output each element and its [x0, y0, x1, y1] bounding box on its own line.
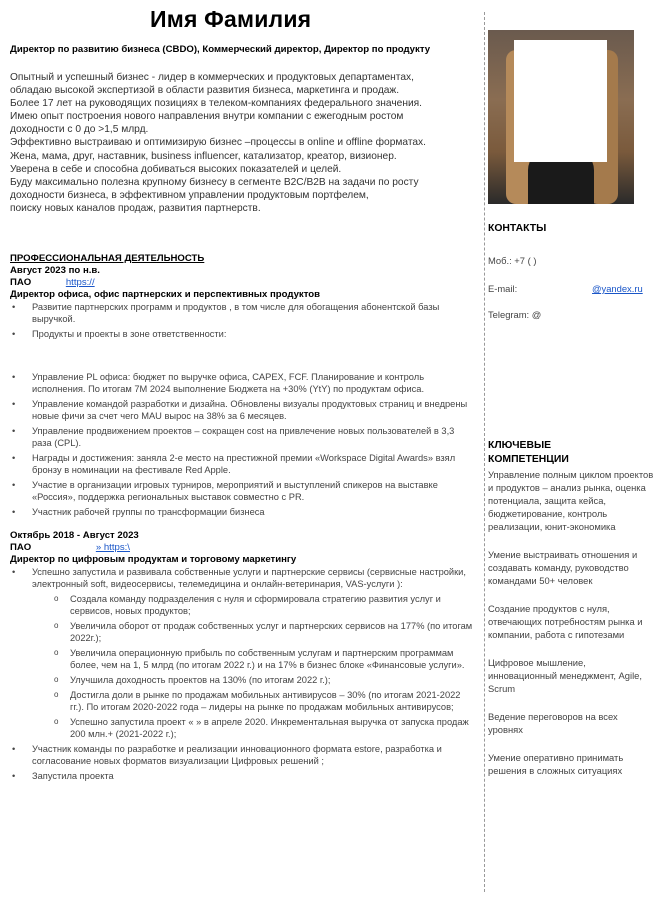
list-item: • Награды и достижения: заняла 2-е место на престижной премии «Workspace Digital Awards» взял бронзу в номинации на фестивале Red Apple.: [10, 452, 475, 476]
job-company: ПАО: [10, 277, 32, 288]
contacts-heading: КОНТАКТЫ: [488, 223, 547, 234]
sub-list-item: o Создала команду подразделения с нуля и сформировала стратегию развития услуг и сервисов, новых продуктов;: [10, 593, 475, 617]
intro-line: доходности бизнеса, в эффективном управлении продуктовым портфелем,: [10, 189, 369, 201]
job-role: Директор по цифровым продуктам и торговому маркетингу: [10, 554, 297, 565]
contact-telegram: Telegram: @: [488, 309, 542, 320]
competency-item: Управление полным циклом проектов и продуктов – анализ рынка, оценка потенциала, защита кейса, бюджетирование, контроль реализации, юнит-экономика: [488, 469, 654, 532]
list-item: • Запустила проекта: [10, 770, 475, 782]
list-item: • Управление командой разработки и дизайна. Обновлены визуалы продуктовых страниц и внедрены новые фичи за счет чего MAU вырос на 38% за 6 месяцев.: [10, 398, 475, 422]
job-company-line: [10, 277, 475, 289]
sub-list-item: o Улучшила доходность проектов на 130% (по итогам 2022 г.);: [10, 674, 475, 686]
section-title-experience: ПРОФЕССИОНАЛЬНАЯ ДЕЯТЕЛЬНОСТЬ: [10, 253, 205, 264]
list-item: • Управление PL офиса: бюджет по выручке офиса, CAPEX, FCF. Планирование и контроль исполнения. По итогам 7М 2024 выполнение Бюджета на +30% (YtY) по продуктам офиса.: [10, 371, 475, 395]
sub-list-item: o Увеличила операционную прибыль по собственным услугам и партнерским программам более, чем на 1, 5 млрд (по итогам 2022 г.) и на 17% в бизнес блоке «Финансовые услуги».: [10, 647, 475, 671]
intro-line: доходности с 0 до >1,5 млрд.: [10, 124, 149, 136]
list-item: • Участник команды по разработке и реализации инновационного формата estore, разработка и согласование новых форматов визуализации Цифровых решений ;: [10, 743, 475, 767]
job-period: Август 2023 по н.в.: [10, 265, 100, 276]
job-2: [10, 530, 475, 782]
intro-line: Эффективно выстраиваю и оптимизирую бизнес –процессы в online и offline форматах.: [10, 137, 426, 149]
competency-item: Умение выстраивать отношения и создавать команду, руководство командами 50+ человек: [488, 549, 638, 586]
job-1: [10, 265, 475, 518]
intro-line: Опытный и успешный бизнес - лидер в коммерческих и продуктовых департаментах,: [10, 72, 414, 83]
email-label: E-mail:: [488, 283, 518, 294]
intro-line: Жена, мама, друг, наставник, business influencer, катализатор, креатор, визионер.: [10, 150, 397, 162]
contact-email: [488, 282, 654, 295]
list-item: • Участие в организации игровых турниров, мероприятий и выступлений спикеров на выставке «Россия», поддержка региональных выставок совместно с PR.: [10, 479, 475, 503]
face-redaction: [514, 40, 607, 162]
list-item: • Участник рабочей группы по трансформации бизнеса: [10, 506, 475, 518]
intro-line: Имею опыт построения нового направления внутри компании с ежегодным ростом: [10, 111, 404, 123]
job-bullets: [10, 301, 475, 518]
sub-list-item: o Увеличила оборот от продаж собственных услуг и партнерских сервисов на 177% (по итогам 2022г.);: [10, 620, 475, 644]
competency-item: Цифровое мышление, инновационный менеджмент, Agile, Scrum: [488, 657, 642, 694]
contacts-section: [488, 222, 654, 321]
column-divider: [484, 12, 485, 892]
competencies-heading: КЛЮЧЕВЫЕ КОМПЕТЕНЦИИ: [488, 440, 569, 465]
intro-summary: [10, 71, 480, 215]
list-item: • Развитие партнерских программ и продуктов , в том числе для обогащения абонентской базы выручкой.: [10, 301, 475, 325]
candidate-name: Имя Фамилия: [150, 6, 312, 32]
job-bullets: [10, 566, 475, 782]
competency-item: Ведение переговоров на всех уровнях: [488, 711, 618, 735]
intro-line: поиску новых каналов продаж, развития партнерств.: [10, 202, 261, 214]
competency-item: Умение оперативно принимать решения в сложных ситуациях: [488, 752, 624, 776]
competencies-section: [488, 439, 654, 792]
blank-spacer: [10, 343, 475, 371]
profile-photo: [488, 30, 634, 204]
experience-section: [10, 253, 475, 785]
list-item: • Успешно запустила и развивала собственные услуги и партнерские сервисы (сервисные настройки, электронный soft, видеосервисы, телемедицина и онлайн-ветеринария, VAS-услуги ):: [10, 566, 475, 590]
job-period: Октябрь 2018 - Август 2023: [10, 530, 139, 541]
competency-item: Создание продуктов с нуля, отвечающих потребностям рынка и компании, работа с гипотезами: [488, 603, 643, 640]
company-link[interactable]: » https:\: [95, 542, 130, 553]
job-company: ПАО: [10, 542, 32, 553]
intro-line: Более 17 лет на руководящих позициях в телеком-компаниях федерального значения.: [10, 98, 422, 110]
candidate-title: Директор по развитию бизнеса (CBDO), Коммерческий директор, Директор по продукту: [10, 44, 431, 55]
job-role: Директор офиса, офис партнерских и перспективных продуктов: [10, 289, 321, 300]
intro-line: обладаю высокой экспертизой в области развития бизнеса, маркетинга и продаж.: [10, 85, 400, 97]
sub-list-item: o Успешно запустила проект « » в апреле 2020. Инкрементальная выручка от запуска продаж 200 млн.+ (2021-2022 г.);: [10, 716, 475, 740]
list-item: • Управление продвижением проектов – сокращен cost на привлечение новых пользователей в 3,3 раза (CPL).: [10, 425, 475, 449]
sub-list-item: o Достигла доли в рынке по продажам мобильных антивирусов – 30% (по итогам 2021-2022 гг.). По итогам 2020-2022 года – лидеры на рынке по продажам мобильных антивирусов;: [10, 689, 475, 713]
intro-line: Уверена в себе и способна добиваться высоких показателей и целей.: [10, 163, 342, 175]
intro-line: Буду максимально полезна крупному бизнесу в сегменте B2C/B2B на задачи по росту: [10, 176, 419, 188]
contact-phone: Моб.: +7 ( ): [488, 255, 537, 266]
email-link[interactable]: @yandex.ru: [592, 283, 643, 294]
company-link[interactable]: https://: [65, 277, 95, 288]
list-item: • Продукты и проекты в зоне ответственности:: [10, 328, 475, 340]
job-company-line: [10, 542, 475, 554]
